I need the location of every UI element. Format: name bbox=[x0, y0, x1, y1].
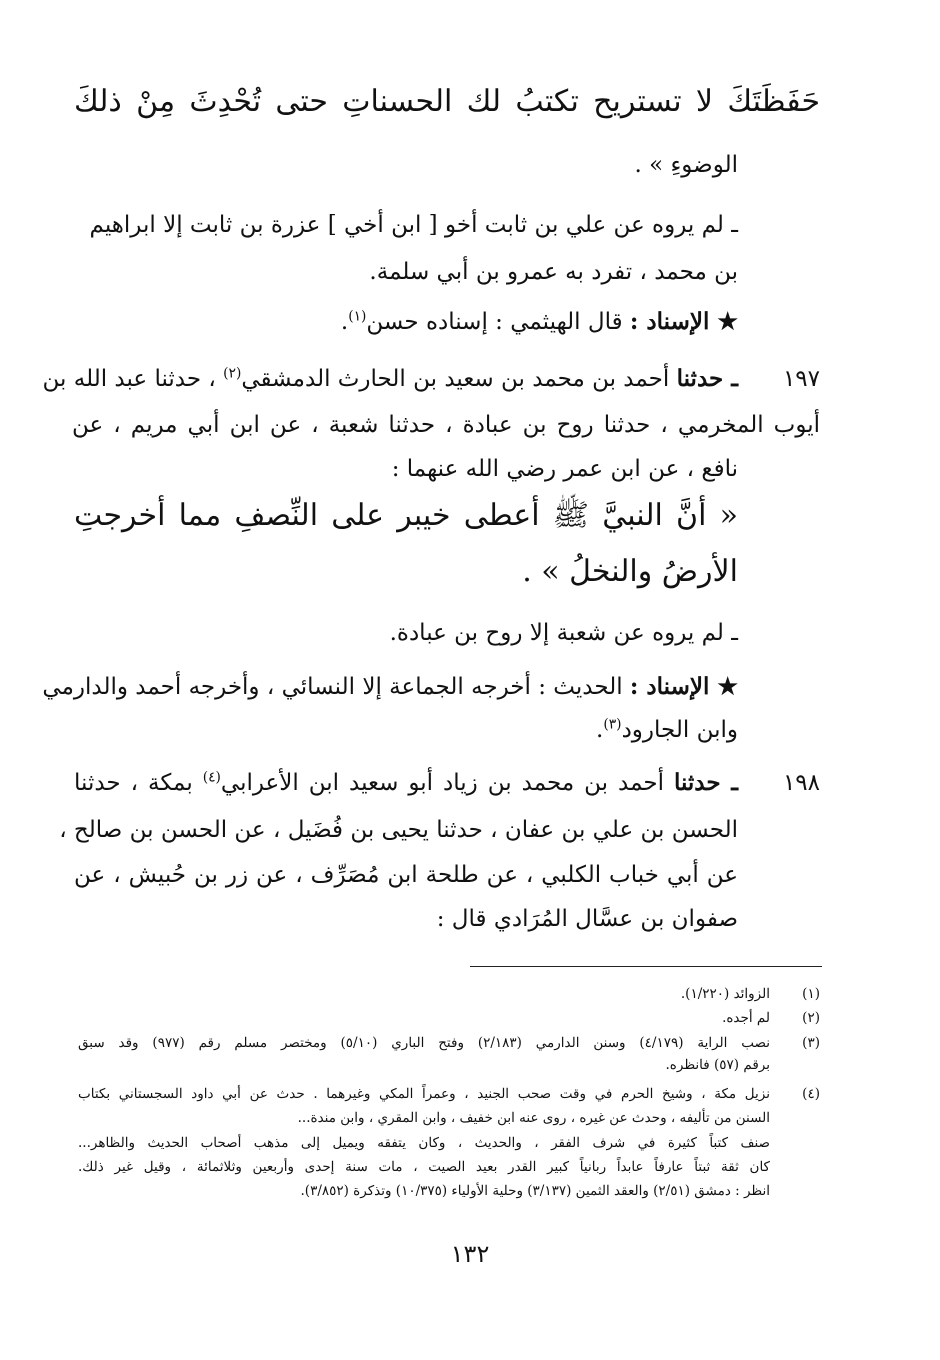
isnad-line bbox=[596, 713, 738, 747]
footnote-text: انظر : دمشق (٢/٥١) والعقد الثمين (٣/١٣٧) وحلية الأولياء (١٠/٣٧٥) وتذكرة (٣/٨٥٢). bbox=[300, 1183, 770, 1199]
hadith-text-line: حَفَظَتَكَ لا تستريح تكتبُ لك الحسناتِ حتى تُحْدِثَ مِنْ ذلكَ bbox=[74, 84, 820, 119]
chain-line: عن أبي خباب الكلبي ، عن طلحة ابن مُصَرِّف ، عن زر بن حُبيش ، عن bbox=[74, 862, 738, 888]
footnote-divider bbox=[470, 966, 822, 967]
haddathana-label: ـ حدثنا bbox=[673, 769, 738, 796]
isnad-label: ★ الإسناد : bbox=[629, 673, 738, 700]
footnote-text: كان ثقة ثبتاً عارفاً عابداً ربانياً كبير القدر بعيد الصيت ، مات سنة إحدى وأربعين وثلاثمائة ، وقيل غير ذلك. bbox=[78, 1159, 770, 1175]
isnad-line bbox=[341, 305, 738, 339]
footnote-text: نصب الراية (٤/١٧٩) وسنن الدارمي (٢/١٨٣) وفتح الباري (٥/١٠) ومختصر مسلم رقم (٩٧٧) وقد سبق bbox=[78, 1035, 770, 1051]
footnote-ref: (٣) bbox=[603, 716, 622, 733]
chain-line: أيوب المخرمي ، حدثنا روح بن عبادة ، حدثنا شعبة ، عن ابن أبي مريم ، عن bbox=[72, 412, 820, 438]
commentary-line: بن محمد ، تفرد به عمرو بن أبي سلمة. bbox=[369, 259, 738, 285]
hadith-text-line: الوضوءِ » . bbox=[634, 152, 738, 178]
footnote-ref: (٤) bbox=[202, 769, 221, 786]
chain-text: ، حدثنا عبد الله بن bbox=[42, 366, 216, 392]
hadith-text-line: الأرضُ والنخلُ » . bbox=[522, 554, 738, 589]
chain-text: بمكة ، حدثنا bbox=[74, 770, 193, 796]
footnote-number: (٤) bbox=[802, 1086, 820, 1102]
isnad-line bbox=[42, 670, 738, 704]
chain-line: نافع ، عن ابن عمر رضي الله عنهما : bbox=[391, 456, 738, 482]
isnad-end: . bbox=[596, 717, 604, 743]
footnote-number: (١) bbox=[802, 986, 820, 1002]
commentary-line: ـ لم يروه عن علي بن ثابت أخو [ ابن أخي ] عزرة بن ثابت إلا ابراهيم bbox=[89, 212, 738, 238]
hadith-number: ١٩٧ bbox=[782, 366, 820, 392]
footnote-ref: (٢) bbox=[223, 365, 242, 382]
isnad-label: ★ الإسناد : bbox=[629, 308, 738, 335]
footnote-number: (٣) bbox=[802, 1035, 820, 1051]
footnote-number: (٢) bbox=[802, 1010, 820, 1026]
hadith-text-line: « أنَّ النبيَّ ﷺ أعطى خيبر على النِّصفِ مما أخرجتِ bbox=[74, 498, 738, 533]
chain-line: صفوان بن عسَّال المُرَادي قال : bbox=[436, 906, 738, 932]
isnad-text: قال الهيثمي : إسناده حسن bbox=[366, 309, 623, 335]
footnote-text: الزوائد (١/٢٢٠). bbox=[680, 986, 770, 1002]
chain-line bbox=[42, 362, 738, 396]
page-number: ١٣٢ bbox=[450, 1240, 490, 1268]
chain-text: أحمد بن محمد بن زياد أبو سعيد ابن الأعرابي bbox=[220, 770, 664, 796]
footnote-text: برقم (٥٧) فانظره. bbox=[665, 1057, 770, 1073]
footnote-text: السنن من تأليفه ، وحدث عن غيره ، روى عنه ابن خفيف ، وابن المقري ، وابن مندة... bbox=[297, 1110, 770, 1126]
isnad-text: الحديث : أخرجه الجماعة إلا النسائي ، وأخرجه أحمد والدارمي bbox=[42, 674, 623, 700]
chain-line bbox=[74, 766, 738, 800]
chain-line: الحسن بن علي بن عفان ، حدثنا يحيى بن فُضَيل ، عن الحسن بن صالح ، bbox=[59, 817, 738, 843]
chain-text: أحمد بن محمد بن سعيد بن الحارث الدمشقي bbox=[241, 366, 670, 392]
isnad-text: وابن الجارود bbox=[621, 717, 738, 743]
footnote-text: صنف كتباً كثيرة في شرف الفقر ، والحديث ، وكان يتفقه ويميل إلى مذهب أصحاب الحديث والظاهر... bbox=[78, 1135, 770, 1151]
footnote-ref: (١) bbox=[348, 308, 367, 325]
haddathana-label: ـ حدثنا bbox=[676, 365, 738, 392]
isnad-end: . bbox=[340, 309, 349, 335]
hadith-number: ١٩٨ bbox=[782, 770, 820, 796]
footnote-text: نزيل مكة ، وشيخ الحرم في وقت صحب الجنيد ، وعمراً المكي وغيرهما . حدث عن أبي داود السجستاني بكتاب bbox=[78, 1086, 770, 1102]
footnote-text: لم أجده. bbox=[722, 1010, 770, 1026]
commentary-line: ـ لم يروه عن شعبة إلا روح بن عبادة. bbox=[389, 620, 738, 646]
